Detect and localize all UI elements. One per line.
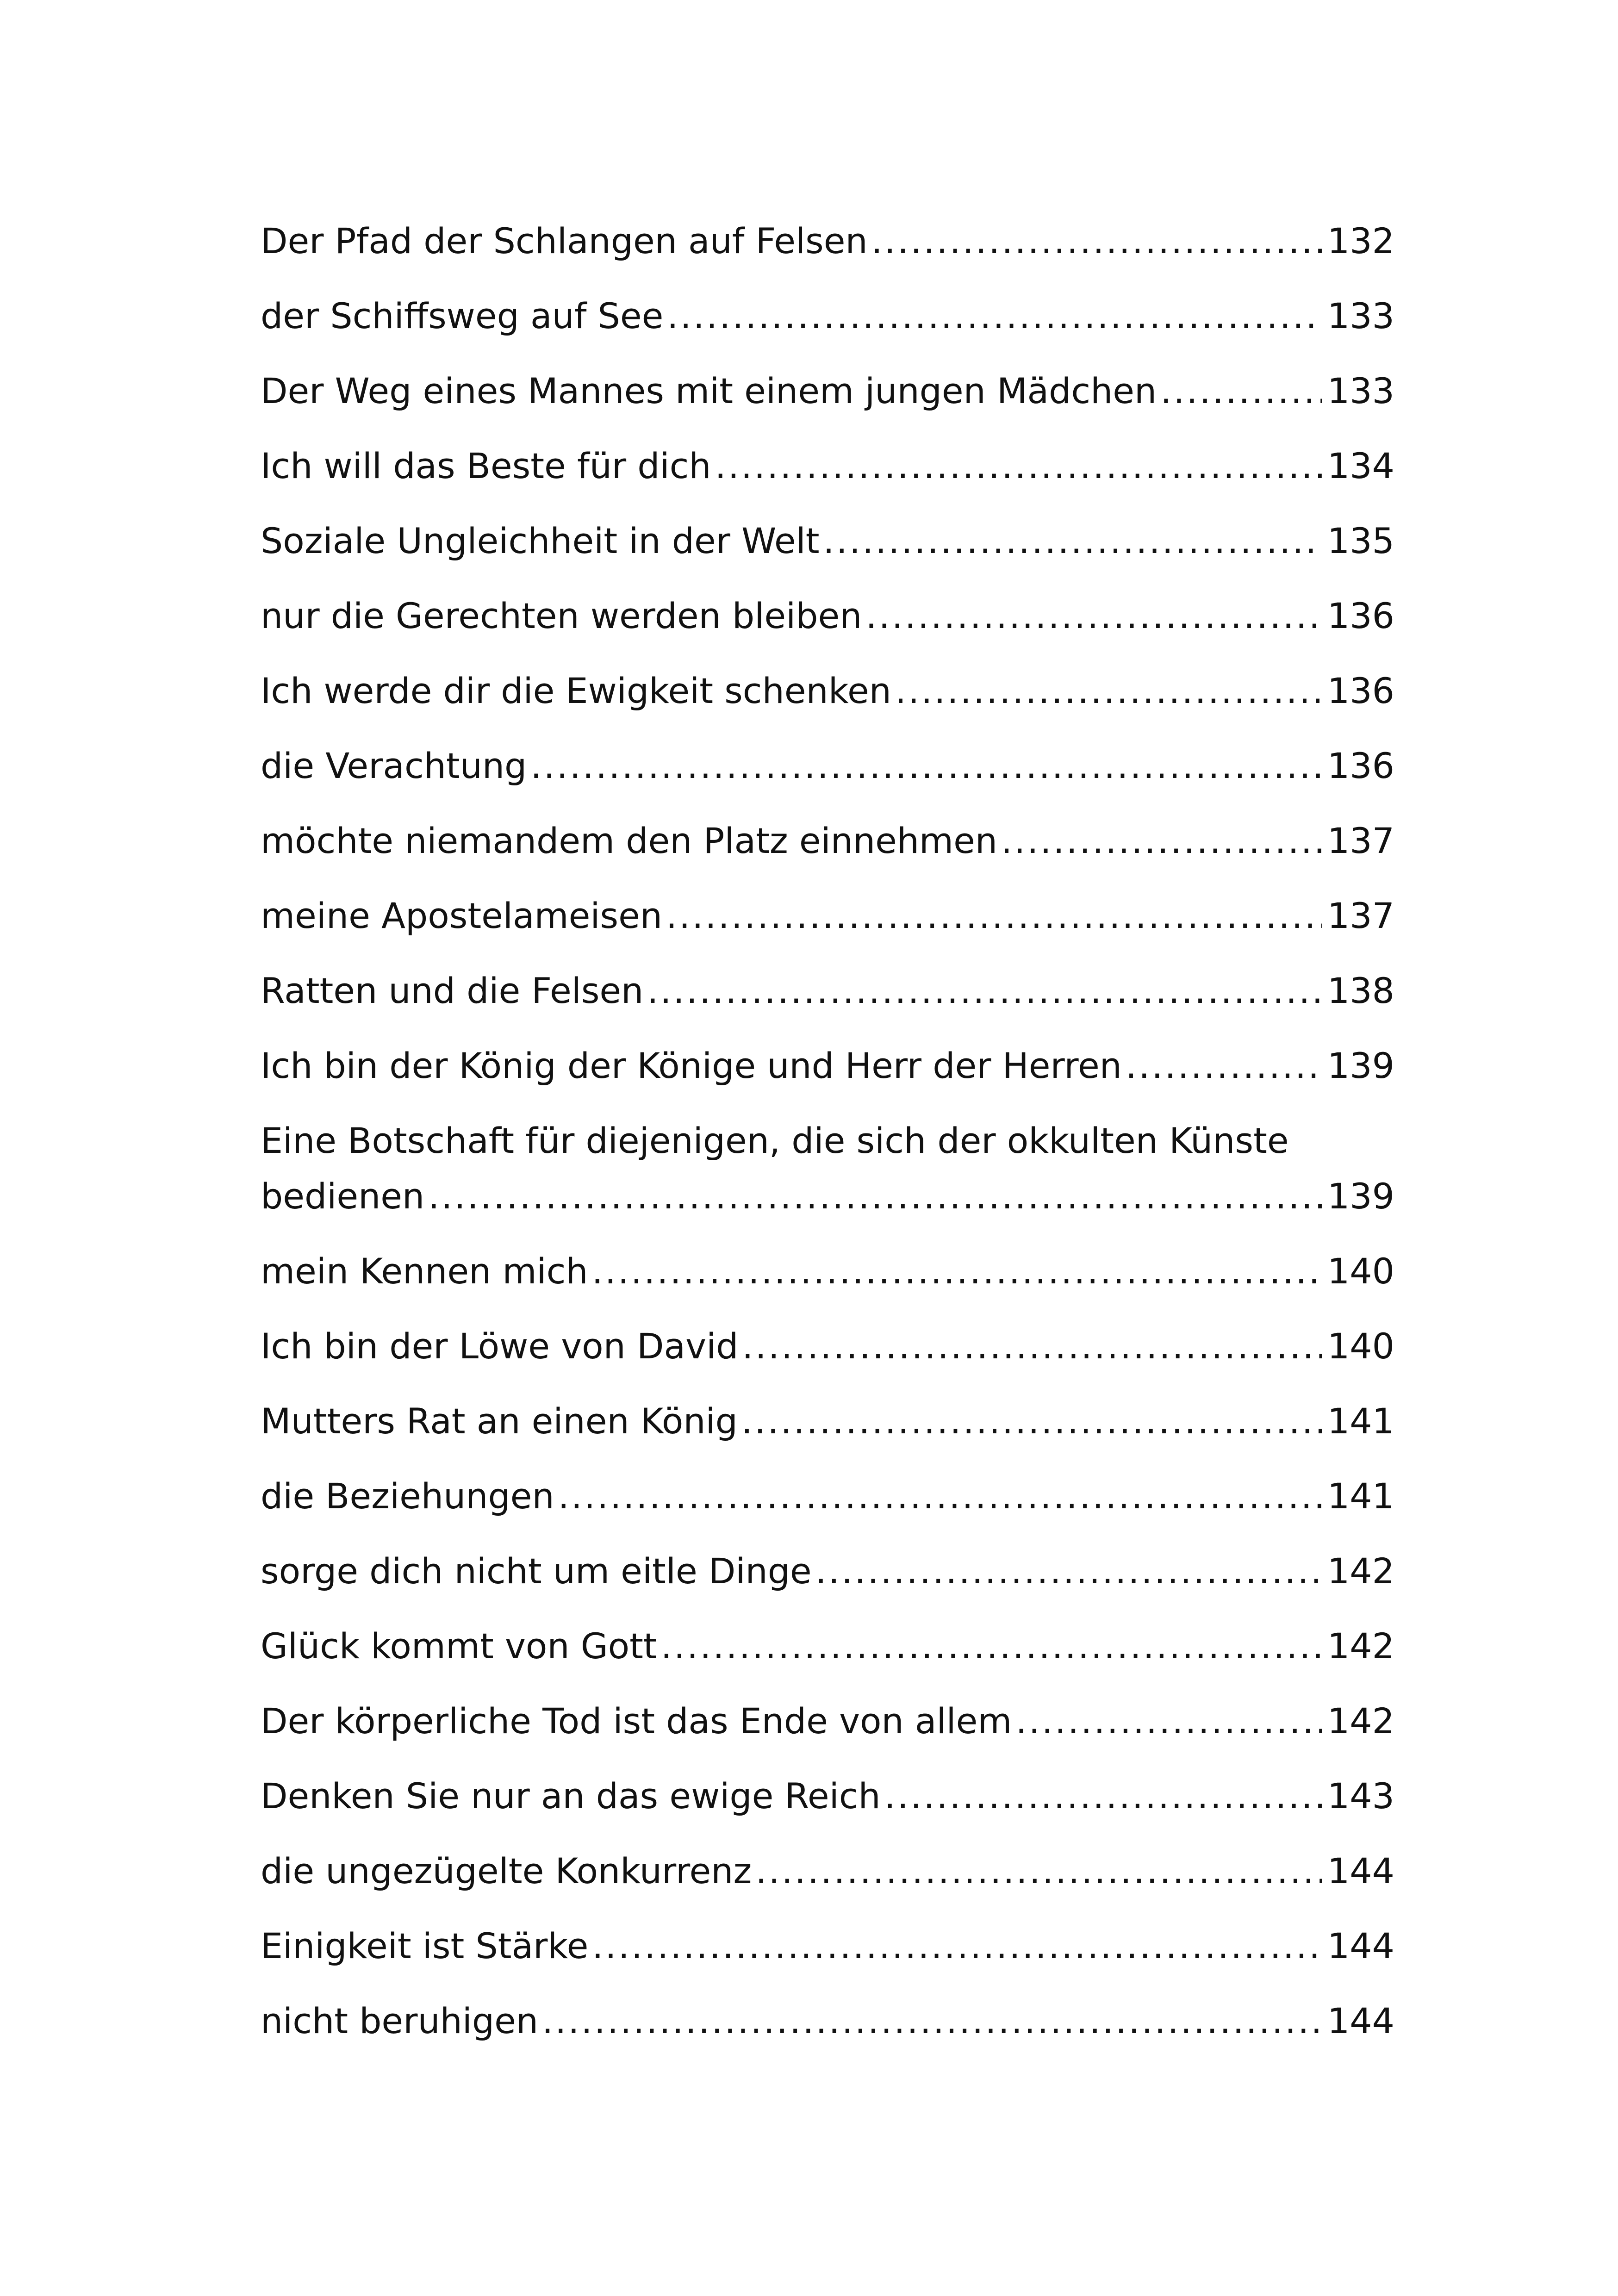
toc-entry-title: Der Weg eines Mannes mit einem jungen Mädchen [261,370,1157,411]
dot-leader [592,1909,1322,1984]
toc-entry [261,1028,1394,1103]
toc-entry [261,728,1394,803]
toc-entry-title: Der körperliche Tod ist das Ende von allem [261,1700,1012,1742]
toc-entry-page: 133 [1327,295,1394,336]
toc-entry [261,1984,1394,2059]
dot-leader [715,429,1322,504]
toc-entry-title: der Schiffsweg auf See [261,295,664,336]
toc-entry-page: 139 [1327,1176,1394,1217]
toc-entry-page: 142 [1327,1625,1394,1667]
toc-entry-title: Einigkeit ist Stärke [261,1925,589,1966]
toc-entry-page: 144 [1327,2000,1394,2041]
dot-leader [755,1834,1322,1909]
toc-entry [261,1684,1394,1759]
toc-entry-title: Mutters Rat an einen König [261,1400,738,1442]
dot-leader [666,878,1322,953]
table-of-contents [261,204,1394,2059]
dot-leader [1160,354,1322,429]
toc-entry-continuation [261,1169,1394,1224]
toc-entry [261,1909,1394,1984]
dot-leader [558,1459,1322,1534]
toc-entry [261,1834,1394,1909]
dot-leader [895,653,1322,728]
toc-entry [261,1459,1394,1534]
toc-entry [261,1384,1394,1459]
toc-entry-title: Ich bin der König der Könige und Herr der Herren [261,1045,1122,1086]
toc-entry-page: 142 [1327,1700,1394,1742]
dot-leader [742,1309,1322,1384]
toc-entry-page: 140 [1327,1251,1394,1292]
toc-entry [261,953,1394,1028]
toc-entry-title: die Verachtung [261,745,527,786]
toc-entry-title-continued: bedienen [261,1176,425,1217]
toc-entry [261,204,1394,279]
dot-leader [865,579,1322,653]
toc-entry-page: 139 [1327,1045,1394,1086]
dot-leader [871,204,1322,279]
toc-entry-title: Soziale Ungleichheit in der Welt [261,520,820,561]
dot-leader [667,279,1322,354]
toc-entry [261,653,1394,728]
dot-leader [661,1609,1322,1684]
toc-entry-title: nur die Gerechten werden bleiben [261,595,862,636]
toc-entry-page: 142 [1327,1550,1394,1592]
toc-entry-page: 133 [1327,370,1394,411]
dot-leader [542,1984,1322,2059]
toc-entry-title: Ich werde dir die Ewigkeit schenken [261,670,891,711]
toc-entry-title: die ungezügelte Konkurrenz [261,1850,752,1892]
toc-entry [261,1609,1394,1684]
toc-entry-page: 132 [1327,220,1394,261]
toc-entry [261,1103,1394,1234]
toc-entry-title: Eine Botschaft für diejenigen, die sich der okkulten Künste [261,1120,1289,1161]
toc-entry [261,1759,1394,1834]
toc-entry-page: 136 [1327,670,1394,711]
toc-entry [261,504,1394,579]
toc-entry-page: 141 [1327,1475,1394,1517]
toc-entry-title: Glück kommt von Gott [261,1625,657,1667]
toc-entry-page: 144 [1327,1850,1394,1892]
toc-entry-page: 137 [1327,820,1394,861]
toc-entry-page: 135 [1327,520,1394,561]
dot-leader [884,1759,1322,1834]
toc-entry-page: 136 [1327,745,1394,786]
toc-entry-title: Ich bin der Löwe von David [261,1325,739,1367]
dot-leader [1015,1684,1322,1759]
toc-entry-title: meine Apostelameisen [261,895,662,936]
dot-leader [741,1384,1322,1459]
toc-entry [261,1234,1394,1309]
toc-entry-title: mein Kennen mich [261,1251,588,1292]
dot-leader [815,1534,1322,1609]
toc-entry [261,429,1394,504]
dot-leader [428,1169,1322,1224]
toc-entry-page: 141 [1327,1400,1394,1442]
toc-entry [261,579,1394,653]
toc-entry-title: Ich will das Beste für dich [261,445,711,486]
toc-entry-title: möchte niemandem den Platz einnehmen [261,820,997,861]
toc-entry-page: 143 [1327,1775,1394,1817]
dot-leader [1001,803,1322,878]
toc-entry-title: sorge dich nicht um eitle Dinge [261,1550,812,1592]
toc-entry-page: 137 [1327,895,1394,936]
dot-leader [647,953,1322,1028]
toc-entry [261,1534,1394,1609]
toc-entry [261,279,1394,354]
toc-entry-title: Ratten und die Felsen [261,970,644,1011]
toc-entry-title: nicht beruhigen [261,2000,539,2041]
dot-leader [592,1234,1322,1309]
toc-entry-page: 144 [1327,1925,1394,1966]
toc-entry [261,1309,1394,1384]
toc-entry [261,803,1394,878]
toc-entry-page: 140 [1327,1325,1394,1367]
toc-entry-title: die Beziehungen [261,1475,554,1517]
toc-entry [261,354,1394,429]
dot-leader [530,728,1322,803]
toc-entry-page: 138 [1327,970,1394,1011]
toc-entry-title: Der Pfad der Schlangen auf Felsen [261,220,868,261]
toc-entry-title: Denken Sie nur an das ewige Reich [261,1775,881,1817]
dot-leader [1126,1028,1322,1103]
dot-leader [823,504,1322,579]
toc-entry [261,878,1394,953]
toc-entry-page: 136 [1327,595,1394,636]
toc-entry-page: 134 [1327,445,1394,486]
